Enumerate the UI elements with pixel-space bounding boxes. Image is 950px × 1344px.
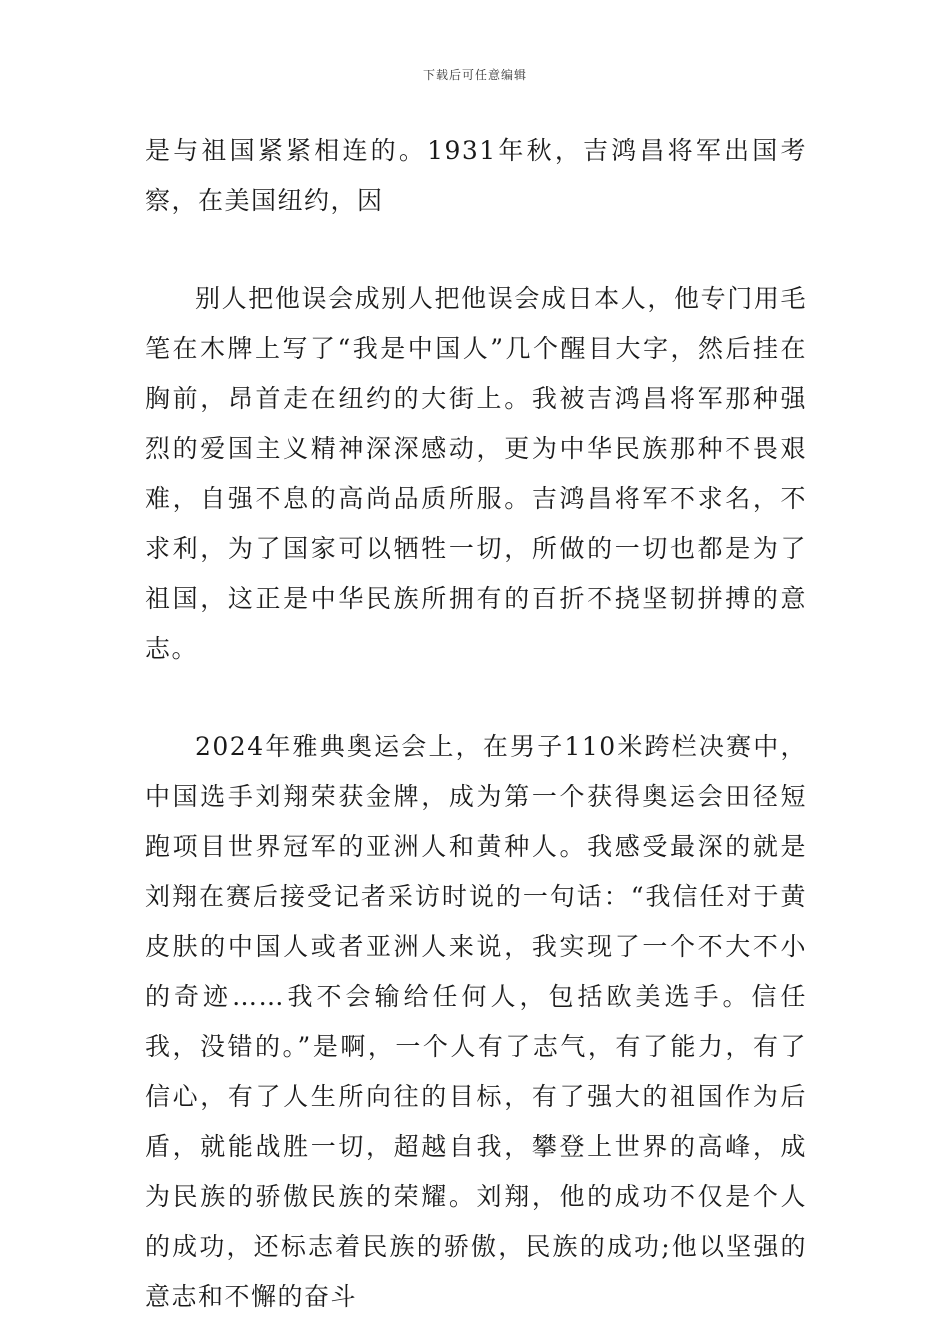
page-header: 下载后可任意编辑 [422,68,527,82]
paragraph-2: 别人把他误会成别人把他误会成日本人，他专门用毛笔在木牌上写了“我是中国人”几个醒目大字，然后挂在胸前，昂首走在纽约的大街上。我被吉鸿昌将军那种强烈的爱国主义精神深深感动，更为中华民族那种不畏艰难，自强不息的高尚品质所服。吉鸿昌将军不求名，不求利，为了国家可以牺牲一切，所做的一切也都是为了祖国，这正是中华民族所拥有的百折不挠坚韧拼搏的意志。 [145,284,807,663]
paragraph-gap [145,674,807,722]
paragraph-gap [145,226,807,274]
paragraph-3: 2024年雅典奥运会上，在男子110米跨栏决赛中，中国选手刘翔荣获金牌，成为第一个获得奥运会田径短跑项目世界冠军的亚洲人和黄种人。我感受最深的就是刘翔在赛后接受记者采访时说的一句话：“我信任对于黄皮肤的中国人或者亚洲人来说，我实现了一个不大不小的奇迹……我不会输给任何人，包括欧美选手。信任我，没错的。”是啊，一个人有了志气，有了能力，有了信心，有了人生所向往的目标，有了强大的祖国作为后盾，就能战胜一切，超越自我，攀登上世界的高峰，成为民族的骄傲民族的荣耀。刘翔，他的成功不仅是个人的成功，还标志着民族的骄傲，民族的成功;他以坚强的意志和不懈的奋斗 [145,732,807,1311]
paragraph-1: 是与祖国紧紧相连的。1931年秋，吉鸿昌将军出国考察，在美国纽约，因 [145,136,807,215]
document-body [145,126,807,1322]
